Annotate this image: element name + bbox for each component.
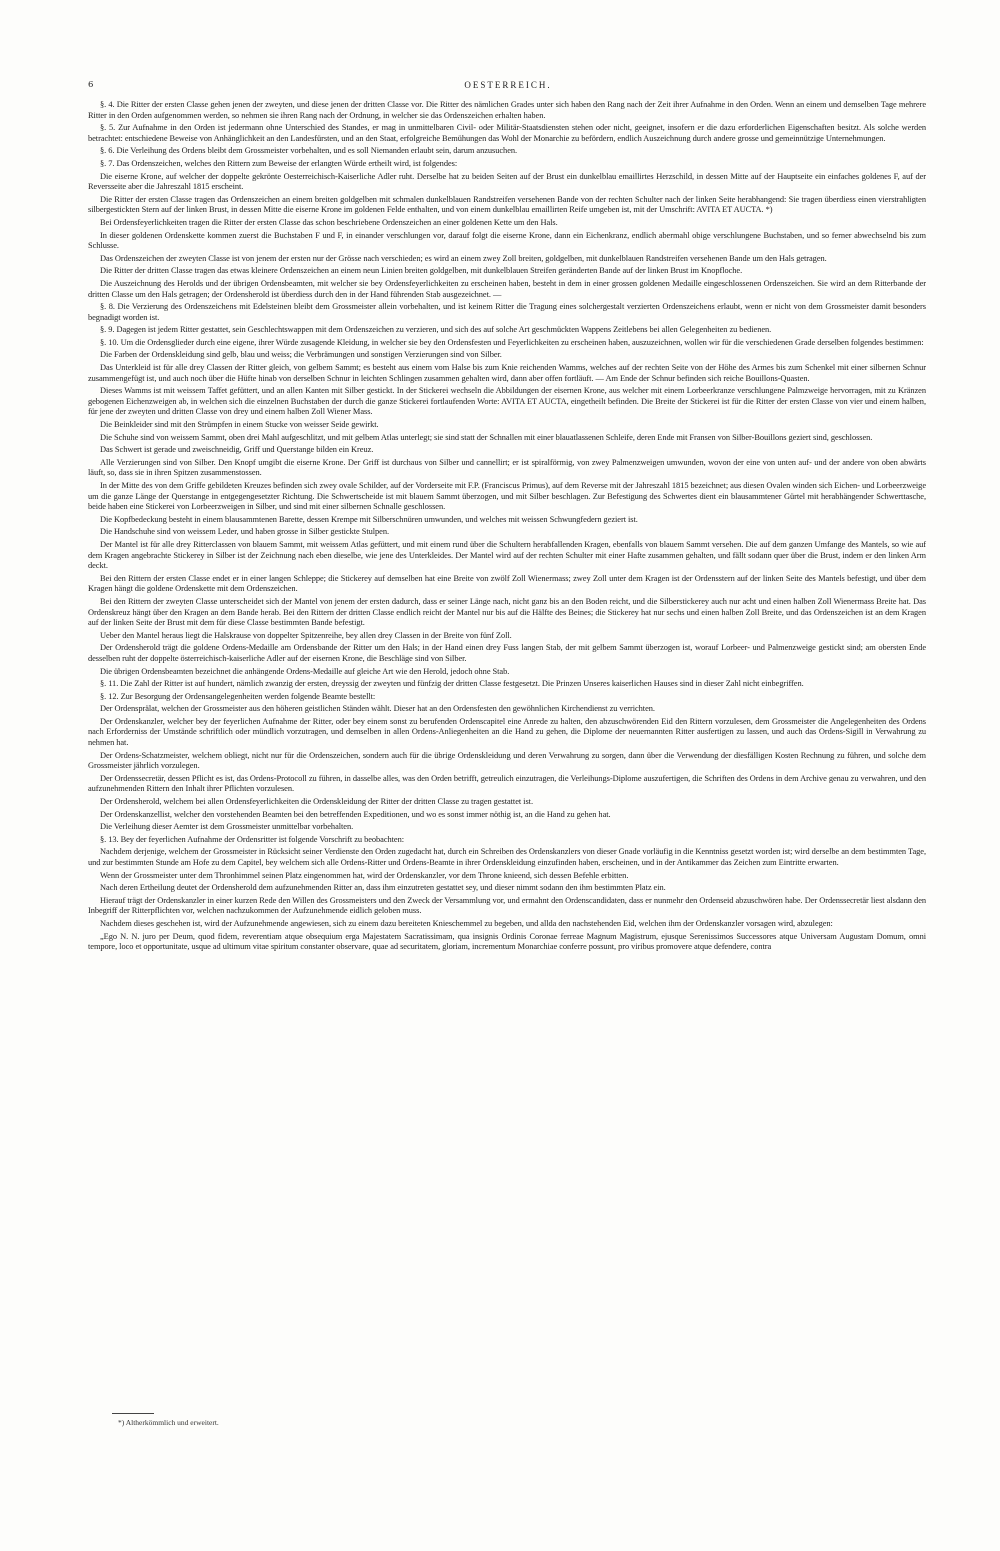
- paragraph: Der Ordenskanzler, welcher bey der feyerlichen Aufnahme der Ritter, oder bey einem sonst zu berufenden Ordenscapitel eine Anrede zu halten, den abzuschwörenden Eid den Rittern vorzulesen, dem Grossmeister die Angelegenheiten des Ordens nach Erforderniss der Umstände schriftlich oder mündlich vorzutragen, und demselben in allen Ordens-Anliegenheiten an die Hand zu gehen, die Diplome der neuernannten Ritter ausfertigen zu lassen, und auch das Ordens-Sigill in Verwahrung zu nehmen hat.: [88, 716, 926, 748]
- paragraph: Bei den Rittern der zweyten Classe unterscheidet sich der Mantel von jenem der ersten dadurch, dass er seiner Länge nach, nicht ganz bis an den Boden reicht, und die Silberstickerey auch nur acht und einen halben Zoll Wienermass Breite hat. Das Ordenskreuz hängt über den Kragen an dem Bande herab. Bei den Rittern der dritten Classe endlich reicht der Mantel nur bis auf die Hälfte des Beines; die Stickerey hat nur sechs und einen halben Zoll Breite, und das Ordenszeichen ist an dem Kragen auf der linken Seite der Brust mit dem für diese Classe bestimmten Bande befestigt.: [88, 596, 926, 628]
- paragraph: Hierauf trägt der Ordenskanzler in einer kurzen Rede den Willen des Grossmeisters und den Zweck der Versammlung vor, und ermahnt den Ordenscandidaten, dass er nunmehr den Ordenseid abzuschwören habe. Der Ordenssecretär liest alsdann den Inbegriff der Ritterpflichten vor, welchen nachzukommen der Aufzunehmende eidlich geloben muss.: [88, 895, 926, 916]
- paragraph: Die Ritter der ersten Classe tragen das Ordenszeichen an einem breiten goldgelben mit schmalen dunkelblauen Randstreifen versehenen Bande von der rechten Schulter nach der linken Seite herabhangend: Sie tragen überdiess einen vierstrahligten silbergestickten Stern auf der linken Brust, in dessen Mitte die eiserne Krone im goldenen Felde enthalten, und von einem dunkelblau emaillirten Reife umgeben ist, mit der Umschrift: AVITA ET AUCTA. *): [88, 194, 926, 215]
- paragraph: Der Ordens-Schatzmeister, welchem obliegt, nicht nur für die Ordenszeichen, sondern auch für die übrige Ordenskleidung und deren Verwahrung zu sorgen, dann über die Verwendung der diesfälligen Kosten Rechnung zu führen, und solche dem Grossmeister jährlich vorzulegen.: [88, 750, 926, 771]
- paragraph: Nach deren Ertheilung deutet der Ordensherold dem aufzunehmenden Ritter an, dass ihm einzutreten gestattet sey, und dieser nimmt sodann den ihm bestimmten Platz ein.: [100, 883, 666, 893]
- paragraph: Der Mantel ist für alle drey Ritterclassen von blauem Sammt, mit weissem Atlas gefüttert, und mit einem rund über die Schultern herabfallenden Kragen, ebenfalls von blauem Sammt versehen. Die auf dem ganzen Umfange des Mantels, so wie auf dem Kragen angebrachte Stickerey in Silber ist der Zeichnung nach eben dieselbe, wie jene des Unterkleides. Der Mantel wird auf der rechten Schulter mit einer Hafte zusammen gehalten, und fällt sodann quer über die Brust, indem er den linken Arm deckt.: [88, 539, 926, 571]
- paragraph: Das Ordenszeichen der zweyten Classe ist von jenem der ersten nur der Grösse nach verschieden; es wird an einem zwey Zoll breiten, goldgelben, mit dunkelblauen Randstreifen versehenen Bande um den Hals getragen.: [100, 253, 827, 263]
- paragraph: Die Farben der Ordenskleidung sind gelb, blau und weiss; die Verbrämungen und sonstigen Verzierungen sind von Silber.: [100, 350, 502, 360]
- paragraph: Der Ordensherold, welchem bei allen Ordensfeyerlichkeiten die Ordenskleidung der Ritter der dritten Classe zu tragen gestattet ist.: [100, 797, 533, 807]
- page-header: [88, 80, 928, 96]
- paragraph: Alle Verzierungen sind von Silber. Den Knopf umgibt die eiserne Krone. Der Griff ist durchaus von Silber und cannellirt; er ist spiralförmig, von zwey Palmenzweigen umwunden, wovon der eine von unten auf- und der andere von oben abwärts läuft, so, dass sie in ihren Spitzen zusammenstossen.: [88, 457, 926, 478]
- paragraph: Der Ordenssecretär, dessen Pflicht es ist, das Ordens-Protocoll zu führen, in dasselbe alles, was den Orden betrifft, getreulich einzutragen, die Verleihungs-Diplome auszufertigen, die Schriften des Ordens in dem Archive genau zu verwahren, und den aufzunehmenden Rittern den Inhalt ihrer Pflichten vorzulesen.: [88, 773, 926, 794]
- paragraph: §. 4. Die Ritter der ersten Classe gehen jenen der zweyten, und diese jenen der dritten Classe vor. Die Ritter des nämlichen Grades unter sich haben den Rang nach der Zeit ihrer Aufnahme in den Orden. Wenn an einem und demselben Tage mehrere Ritter in den Orden aufgenommen werden, so nehmen sie ihren Rang nach der Ordnung, in welcher sie das Ordenszeichen erhalten haben.: [88, 100, 926, 120]
- paragraph: „Ego N. N. juro per Deum, quod fidem, reverentiam atque obsequium erga Majestatem Sacratissimam, qua insignis Ordinis Coronae ferreae Magnum Magistrum, ejusque Serenissimos Successores atque Universam Augustam Domum, omni tempore, loco et opportunitate, usque ad ultimum vitae spiritum constanter observare, quae ad securitatem, gloriam, incrementum Monarchiae conferre possunt, pro viribus promovere atque defendere, contra: [88, 931, 926, 952]
- page-number: 6: [88, 80, 94, 90]
- paragraph: §. 5. Zur Aufnahme in den Orden ist jedermann ohne Unterschied des Standes, er mag in unmittelbaren Civil- oder Militär-Staatsdiensten stehen oder nicht, geeignet, insofern er die dazu erforderlichen Eigenschaften besitzt. Als solche werden betrachtet: entschiedene Beweise von Anhänglichkeit an den Landesfürsten, und an den Staat, erfolgreiche Bemühungen das Wohl der Monarchie zu befördern, endlich Auszeichnung durch andere grosse und gemeinnützige Unternehmungen.: [88, 123, 926, 143]
- paragraph: Der Ordenskanzellist, welcher den vorstehenden Beamten bei den betreffenden Expeditionen, und wo es sonst immer nöthig ist, an die Hand zu gehen hat.: [100, 809, 611, 819]
- paragraph: Das Schwert ist gerade und zweischneidig, Griff und Querstange bilden ein Kreuz.: [100, 445, 374, 455]
- paragraph: Die Verleihung dieser Aemter ist dem Grossmeister unmittelbar vorbehalten.: [100, 822, 354, 832]
- paragraph: Die Handschuhe sind von weissem Leder, und haben grosse in Silber gestickte Stulpen.: [100, 527, 389, 537]
- paragraph: Wenn der Grossmeister unter dem Thronhimmel seinen Platz eingenommen hat, wird der Ordenskanzler, vor dem Throne knieend, sich dessen Befehle erbitten.: [100, 870, 629, 880]
- paragraph: Die Ritter der dritten Classe tragen das etwas kleinere Ordenszeichen an einem neun Linien breiten goldgelben, mit dunkelblauen Streifen geränderten Bande auf der linken Brust im Knopfloche.: [100, 266, 743, 276]
- paragraph: §. 8. Die Verzierung des Ordenszeichens mit Edelsteinen bleibt dem Grossmeister allein vorbehalten, und ist keinem Ritter die Tragung eines solchergestalt verzierten Ordenszeichens erlaubt, wenn er nicht von dem Grossmeister damit besonders begnadigt worden ist.: [88, 302, 926, 322]
- paragraph: Die Kopfbedeckung besteht in einem blausammtenen Barette, dessen Krempe mit Silberschnüren umwunden, und welches mit weissen Schwungfedern geziert ist.: [100, 514, 638, 524]
- paragraph: Der Ordensprälat, welchen der Grossmeister aus den höheren geistlichen Ständen wählt. Dieser hat an den Ordensfesten den gewöhnlichen Kirchendienst zu verrichten.: [100, 704, 655, 714]
- paragraph: Nachdem dieses geschehen ist, wird der Aufzunehmende angewiesen, sich zu einem dazu bereiteten Knieschemmel zu begeben, und allda den nachstehenden Eid, welchen ihm der Ordenskanzler vorsagen wird, abzulegen:: [100, 918, 833, 928]
- paragraph: §. 7. Das Ordenszeichen, welches den Rittern zum Beweise der erlangten Würde ertheilt wird, ist folgendes:: [100, 158, 458, 168]
- paragraph: In der Mitte des von dem Griffe gebildeten Kreuzes befinden sich zwey ovale Schilder, auf der Vorderseite mit F.P. (Franciscus Primus), auf dem Reverse mit der Jahreszahl 1815 bezeichnet; aus diesen Ovalen winden sich Eichen- und Lorbeerzweige um die ganze Länge der Querstange in entgegengesetzter Richtung. Die Schwertscheide ist mit blauem Sammt überzogen, und mit Silber beschlagen. Zur Befestigung des Schwertes dient ein blausammtener Gürtel mit herabhängender Schwerttasche, beide haben eine Stickerei von Lorbeerzweigen in Silber, und sind mit einer silbernen Schnalle geschlossen.: [88, 481, 926, 512]
- paragraph: Das Unterkleid ist für alle drey Classen der Ritter gleich, von gelbem Sammt; es besteht aus einem vom Halse bis zum Knie reichenden Wamms, welches auf der rechten Seite von der Höhe des Armes bis zum Schenkel mit einer silbernen Schnur zusammengefügt ist, und auch noch über die Hüfte hinab von derselben Schnur in leichten Schlingen zusammen gehalten wird, dann aber offen fortläuft. — Am Ende der Schnur befinden sich reiche Bouillons-Quasten.: [88, 363, 926, 383]
- paragraph: Nachdem derjenige, welchem der Grossmeister in Rücksicht seiner Verdienste den Orden zugedacht hat, durch ein Schreiben des Ordenskanzlers von dieser Gnade vorläufig in die Kenntniss gesetzt worden ist; wird derselbe an dem bestimmten Tage, und zur bestimmten Stunde am Hofe zu dem Capitel, bey welchem sich alle Ordens-Ritter und Ordens-Beamte in ihrer Ordenskleidung einzufinden haben, erscheinen, und in der Antikammer das Zeichen zum Eintritte erwarten.: [88, 847, 926, 867]
- footnote: *) Altherkömmlich und erweitert.: [118, 1418, 219, 1427]
- paragraph: §. 9. Dagegen ist jedem Ritter gestattet, sein Geschlechtswappen mit dem Ordenszeichen zu verzieren, und sich des auf solche Art geschmückten Wappens Zeitlebens bei allen Gelegenheiten zu bedienen.: [100, 325, 772, 335]
- paragraph: §. 13. Bey der feyerlichen Aufnahme der Ordensritter ist folgende Vorschrift zu beobachten:: [100, 834, 404, 844]
- paragraph: Dieses Wamms ist mit weissem Taffet gefüttert, und an allen Kanten mit Silber gestickt. In der Stickerei wechseln die Abbildungen der eisernen Krone, aus welcher mit einem Lorbeerkranze verschlungene Palmzweige hervorragen, mit zu Kränzen gebogenen Eichenzweigen ab, in welchen sich die einzelnen Buchstaben der durch die ganze Stickerei fortlaufenden Worte: AVITA ET AUCTA, eingetheilt befinden. Die Breite der Stickerei ist für die Ritter der ersten Classe von vier und einem halben, für jene der zweyten und dritten Classe von drey und einem halben Zoll Wiener Mass.: [88, 386, 926, 417]
- paragraph: §. 6. Die Verleihung des Ordens bleibt dem Grossmeister vorbehalten, und es soll Niemanden erlaubt sein, darum anzusuchen.: [100, 146, 518, 156]
- running-title: OESTERREICH.: [464, 80, 552, 90]
- body-text: [88, 100, 926, 955]
- paragraph: In dieser goldenen Ordenskette kommen zuerst die Buchstaben F und F, in einander verschlungen vor, darauf folgt die eiserne Krone, dann ein Eichenkranz, endlich abermahl obige verschlungene Buchstaben, und so ferner abwechselnd bis zum Schlusse.: [88, 230, 926, 251]
- paragraph: Ueber den Mantel heraus liegt die Halskrause von doppelter Spitzenreihe, bey allen drey Classen in der Breite von fünf Zoll.: [100, 630, 512, 640]
- paragraph: §. 10. Um die Ordensglieder durch eine eigene, ihrer Würde zusagende Kleidung, in welcher sie bey den Ordensfesten und Feyerlichkeiten zu erscheinen haben, auszuzeichnen, wollen wir für die verschiedenen Grade derselben folgendes bestimmen:: [100, 337, 924, 347]
- footnote-divider: [112, 1413, 154, 1414]
- paragraph: §. 12. Zur Besorgung der Ordensangelegenheiten werden folgende Beamte bestellt:: [100, 691, 376, 701]
- paragraph: Die eiserne Krone, auf welcher der doppelte gekrönte Oesterreichisch-Kaiserliche Adler ruht. Derselbe hat zu beiden Seiten auf der Brust ein dunkelblau emaillirtes Herzschild, in dessen Mitte auf der Hauptseite ein einfaches goldenes F, auf der Reversseite aber die Jahreszahl 1815 erscheint.: [88, 171, 926, 192]
- paragraph: Die Auszeichnung des Herolds und der übrigen Ordensbeamten, mit welcher sie bey Ordensfeyerlichkeiten zu erscheinen haben, besteht in dem in einer grossen goldenen Medaille eingeschlossenen Ordenszeichen. Sie wird an dem Ritterbande der dritten Classe um den Hals getragen; der Ordensherold ist überdiess durch den in der Hand führenden Stab ausgezeichnet. —: [88, 278, 926, 299]
- paragraph: Bei Ordensfeyerlichkeiten tragen die Ritter der ersten Classe das schon beschriebene Ordenszeichen an einer goldenen Kette um den Hals.: [100, 217, 558, 227]
- paragraph: §. 11. Die Zahl der Ritter ist auf hundert, nämlich zwanzig der ersten, dreyssig der zweyten und fünfzig der dritten Classe festgesetzt. Die Prinzen Unseres kaiserlichen Hauses sind in dieser Zahl nicht einbegriffen.: [100, 679, 804, 689]
- paragraph: Die Schuhe sind von weissem Sammt, oben drei Mahl aufgeschlitzt, und mit gelbem Atlas unterlegt; sie sind statt der Schnallen mit einer blauatlassenen Schleife, deren Ende mit Fransen von Silber-Bouillons geziert sind, geschlossen.: [100, 432, 873, 442]
- paragraph: Die Beinkleider sind mit den Strümpfen in einem Stucke von weisser Seide gewirkt.: [100, 420, 379, 430]
- paragraph: Die übrigen Ordensbeamten bezeichnet die anhängende Ordens-Medaille auf gleiche Art wie den Herold, jedoch ohne Stab.: [100, 666, 510, 676]
- paragraph: Bei den Rittern der ersten Classe endet er in einer langen Schleppe; die Stickerey auf demselben hat eine Breite von zwölf Zoll Wienermass; zwey Zoll unter dem Kragen ist der Ordensstern auf der linken Seite des Mantels befestigt, und über dem Kragen hängt die goldene Ordenskette mit dem Ordenszeichen.: [88, 573, 926, 594]
- paragraph: Der Ordensherold trägt die goldene Ordens-Medaille am Ordensbande der Ritter um den Hals; in der Hand einen drey Fuss langen Stab, der mit gelbem Sammt überzogen ist, worauf Lorbeer- und Palmenzweige gestickt sind; am obersten Ende desselben ruht der doppelte österreichisch-kaiserliche Adler auf der eisernen Krone, die Beschläge sind von Silber.: [88, 643, 926, 663]
